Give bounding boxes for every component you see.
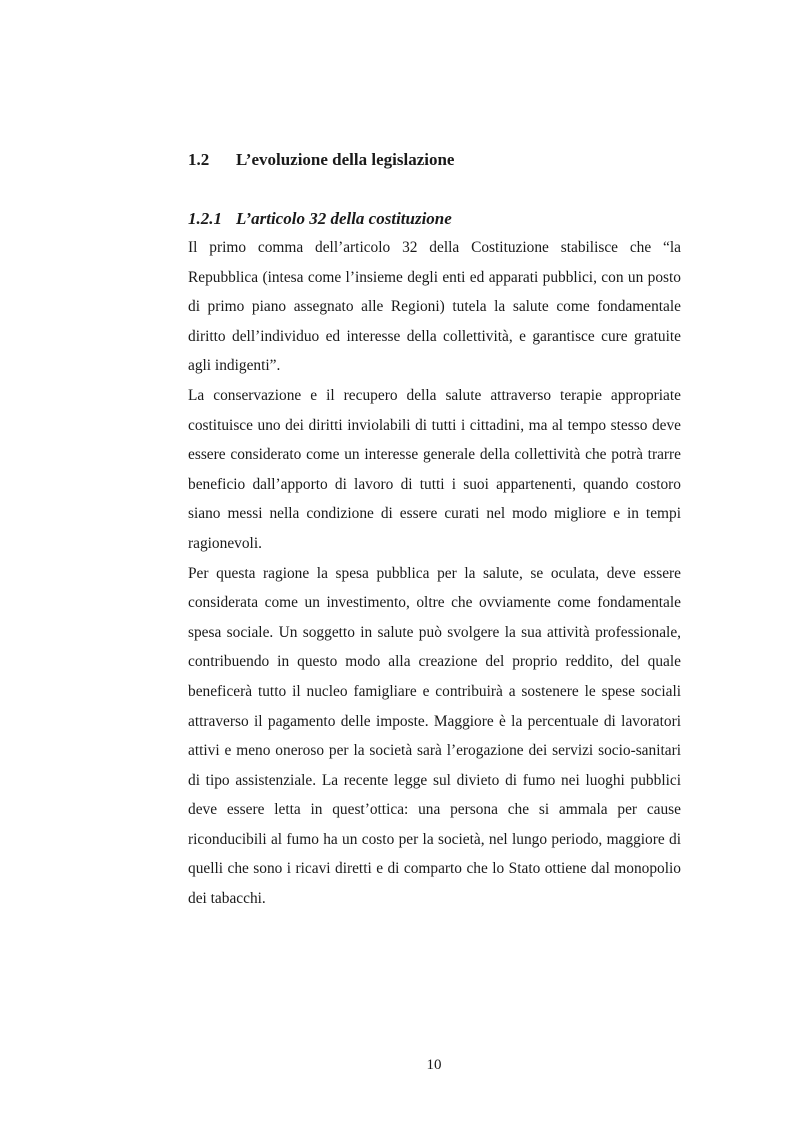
- page-number: 10: [426, 1057, 442, 1073]
- subsection-title: L’articolo 32 della costituzione: [236, 209, 452, 228]
- section-heading: [188, 148, 688, 172]
- paragraph-1: Il primo comma dell’articolo 32 della Costituzione stabilisce che “la Repubblica (intesa come l’insieme degli enti ed apparati pubblici, con un posto di primo piano assegnato alle Regioni) tutela la salute come fondamentale diritto dell’individuo ed interesse della collettività, e garantisce cure gratuite agli indigenti”.: [188, 239, 681, 375]
- subsection-heading: [188, 207, 688, 231]
- section-number: 1.2: [188, 150, 210, 169]
- section-title: L’evoluzione della legislazione: [236, 150, 455, 169]
- subsection-number: 1.2.1: [188, 209, 222, 228]
- paragraph-2: La conservazione e il recupero della salute attraverso terapie appropriate costituisce uno dei diritti inviolabili di tutti i cittadini, ma al tempo stesso deve essere considerato come un interesse generale della collettività che potrà trarre beneficio dall’apporto di lavoro di tutti i suoi appartenenti, quando costoro siano messi nella condizione di essere curati nel modo migliore e in tempi ragionevoli.: [188, 386, 681, 552]
- paragraph-3: Per questa ragione la spesa pubblica per la salute, se oculata, deve essere considerata come un investimento, oltre che ovviamente come fondamentale spesa sociale. Un soggetto in salute può svolgere la sua attività professionale, contribuendo in questo modo alla creazione del proprio reddito, del quale beneficerà tutto il nucleo famigliare e contribuirà a sostenere le spese sociali attraverso il pagamento delle imposte. Maggiore è la percentuale di lavoratori attivi e meno oneroso per la società sarà l’erogazione dei servizi socio-sanitari di tipo assistenziale. La recente legge sul divieto di fumo nei luoghi pubblici deve essere letta in quest’ottica: una persona che si ammala per cause riconducibili al fumo ha un costo per la società, nel lungo periodo, maggiore di quelli che sono i ricavi diretti e di comparto che lo Stato ottiene dal monopolio dei tabacchi.: [188, 564, 681, 908]
- body-text: [188, 233, 681, 914]
